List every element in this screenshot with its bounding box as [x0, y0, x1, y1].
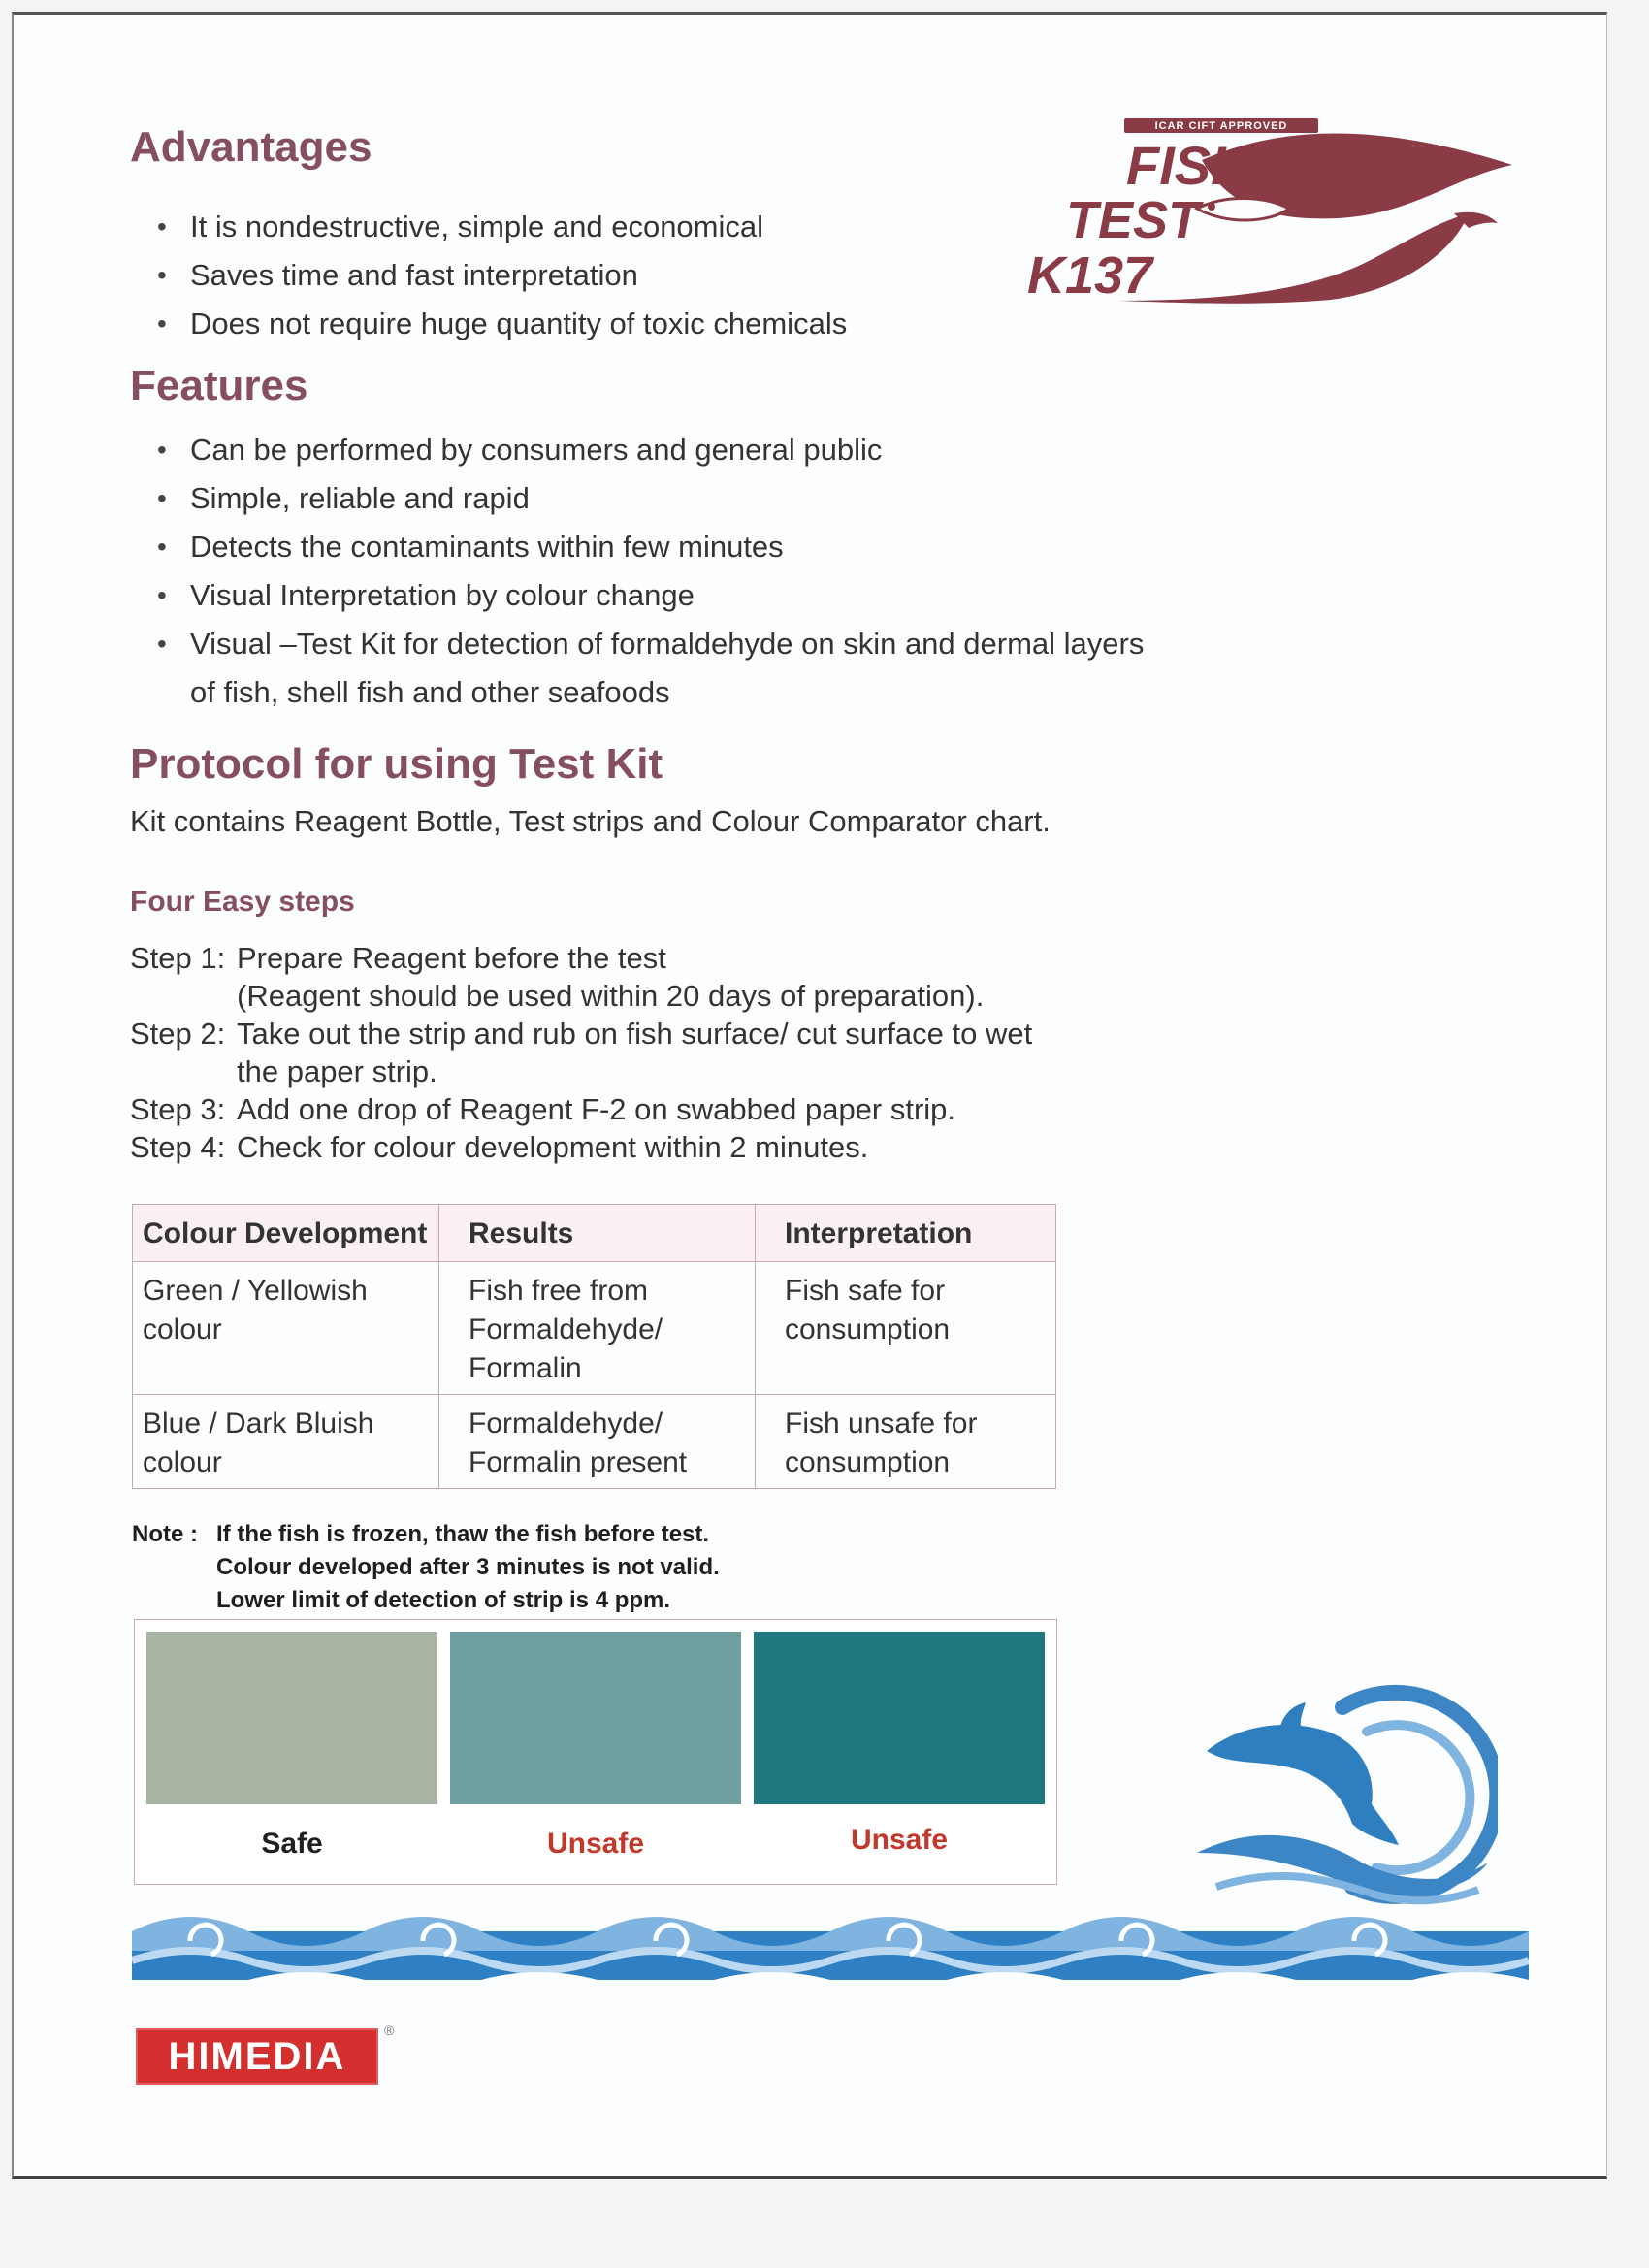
- step-label: Step 4:: [130, 1130, 226, 1164]
- note-line: If the fish is frozen, thaw the fish before test.: [216, 1521, 710, 1547]
- logo-word-code: K137: [1027, 246, 1153, 305]
- table-cell: Fish unsafe for consumption: [756, 1395, 1056, 1489]
- logo-word-fish: FISH: [1126, 135, 1250, 196]
- table-cell: Green / Yellowish colour: [133, 1262, 439, 1395]
- swatch-unsafe-dark: [754, 1632, 1045, 1804]
- column-header: Colour Development: [133, 1205, 439, 1262]
- note-line: Colour developed after 3 minutes is not valid.: [216, 1554, 720, 1580]
- table-row: [133, 1262, 1056, 1395]
- step-row: [130, 1128, 1081, 1166]
- step-text: Check for colour development within 2 minutes.: [237, 1130, 869, 1164]
- swatch-safe: [146, 1632, 437, 1804]
- swatch-label: Unsafe: [850, 1824, 949, 1856]
- step-row: [130, 1090, 1081, 1128]
- features-heading: Features: [130, 362, 308, 409]
- step-continuation: (Reagent should be used within 20 days of preparation).: [237, 979, 985, 1013]
- table-cell: Fish safe for consumption: [756, 1262, 1056, 1395]
- protocol-heading: Protocol for using Test Kit: [130, 740, 663, 788]
- advantages-heading: Advantages: [130, 123, 372, 171]
- step-text: Add one drop of Reagent F-2 on swabbed paper strip.: [237, 1092, 956, 1126]
- swatch-label: Unsafe: [546, 1828, 645, 1860]
- protocol-intro: Kit contains Reagent Bottle, Test strips and Colour Comparator chart.: [130, 804, 1051, 838]
- list-item: • Saves time and fast interpretation: [130, 251, 1061, 300]
- column-header: Interpretation: [756, 1205, 1056, 1262]
- list-item: • Detects the contaminants within few minutes: [130, 523, 1100, 571]
- note-label: Note :: [132, 1521, 198, 1547]
- wave-border-icon: [132, 1902, 1529, 1995]
- page-sheet: [12, 12, 1607, 2179]
- column-header: Results: [439, 1205, 756, 1262]
- swatch-unsafe: [450, 1632, 741, 1804]
- fish-test-logo: [1027, 116, 1532, 310]
- step-label: Step 1:: [130, 941, 226, 975]
- logo-word-test: TEST: [1066, 191, 1201, 249]
- logo-badge: ICAR CIFT APPROVED: [1154, 120, 1288, 132]
- steps-list: [130, 939, 1081, 1166]
- note-block: [132, 1518, 720, 1617]
- list-item: • It is nondestructive, simple and economical: [130, 203, 1061, 251]
- table-cell: Fish free from Formaldehyde/ Formalin: [439, 1262, 756, 1395]
- list-item: • Can be performed by consumers and general public: [130, 426, 1100, 474]
- swatch-label: Safe: [261, 1828, 323, 1860]
- himedia-logo: HIMEDIA: [136, 2028, 378, 2085]
- steps-heading: Four Easy steps: [130, 886, 355, 918]
- list-item: • Simple, reliable and rapid: [130, 474, 1100, 523]
- results-table: [132, 1204, 1056, 1489]
- registered-mark: ®: [384, 2023, 395, 2038]
- step-label: Step 2:: [130, 1017, 226, 1051]
- list-item: • Visual Interpretation by colour change: [130, 571, 1100, 620]
- step-label: Step 3:: [130, 1092, 226, 1126]
- list-item: • Does not require huge quantity of toxic chemicals: [130, 300, 1061, 348]
- note-line: Lower limit of detection of strip is 4 ppm.: [216, 1587, 671, 1613]
- table-row: [133, 1395, 1056, 1489]
- step-row: [130, 1015, 1081, 1053]
- features-list: [130, 426, 1145, 717]
- colour-comparator: [134, 1619, 1057, 1885]
- advantages-list: [130, 203, 1061, 348]
- table-cell: Blue / Dark Bluish colour: [133, 1395, 439, 1489]
- step-text: Prepare Reagent before the test: [237, 941, 666, 975]
- table-header-row: [133, 1205, 1056, 1262]
- step-text: Take out the strip and rub on fish surface/ cut surface to wet: [237, 1017, 1033, 1051]
- table-cell: Formaldehyde/ Formalin present: [439, 1395, 756, 1489]
- dolphin-icon: [1197, 1678, 1498, 1911]
- list-item: • Visual –Test Kit for detection of formaldehyde on skin and dermal layers of fish, shell fish and other seafoods: [130, 620, 1160, 717]
- step-row: [130, 939, 1081, 977]
- step-continuation: the paper strip.: [237, 1054, 437, 1088]
